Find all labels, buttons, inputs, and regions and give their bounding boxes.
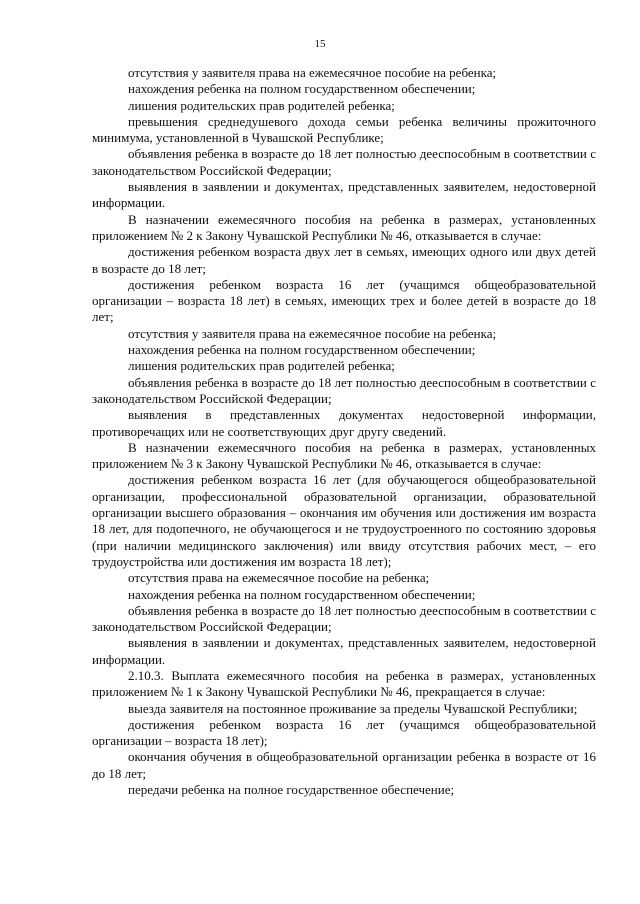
paragraph: объявления ребенка в возрасте до 18 лет полностью дееспособным в соответствии с законодательством Российской Федерации; xyxy=(92,146,596,178)
paragraph: нахождения ребенка на полном государственном обеспечении; xyxy=(128,342,476,358)
paragraph: отсутствия у заявителя права на ежемесячное пособие на ребенка; xyxy=(128,325,497,341)
paragraph: нахождения ребенка на полном государственном обеспечении; xyxy=(128,81,476,97)
paragraph: выявления в заявлении и документах, представленных заявителем, недостоверной информации. xyxy=(92,179,596,211)
paragraph: достижения ребенком возраста 16 лет (для обучающегося общеобразовательной организации, профессиональной образовательной организации, образовательной организации высшего образования – окончания им обучения или достижения им возраста 18 лет, для подопечного, не обучающегося и не трудоустроенного по состоянию здоровья (при наличии медицинского заключения) или ввиду отсутствия рабочих мест, – его трудоустройства или достижения им возраста 18 лет); xyxy=(92,472,596,569)
paragraph: отсутствия у заявителя права на ежемесячное пособие на ребенка; xyxy=(128,65,497,80)
paragraph: В назначении ежемесячного пособия на ребенка в размерах, установленных приложением № 2 к Закону Чувашской Республики № 46, отказывается в случае: xyxy=(92,211,596,243)
paragraph: передачи ребенка на полное государственное обеспечение; xyxy=(128,782,455,798)
paragraph: достижения ребенком возраста двух лет в семьях, имеющих одного или двух детей в возрасте до 18 лет; xyxy=(92,244,596,276)
paragraph: выезда заявителя на постоянное проживание за пределы Чувашской Республики; xyxy=(128,700,578,716)
paragraph: лишения родительских прав родителей ребенка; xyxy=(128,97,395,113)
paragraph: выявления в заявлении и документах, представленных заявителем, недостоверной информации. xyxy=(92,635,596,667)
paragraph: В назначении ежемесячного пособия на ребенка в размерах, установленных приложением № 3 к Закону Чувашской Республики № 46, отказывается в случае: xyxy=(92,439,596,472)
paragraph: отсутствия права на ежемесячное пособие на ребенка; xyxy=(128,570,430,586)
page-number: 15 xyxy=(314,38,326,50)
paragraph: достижения ребенком возраста 16 лет (учащимся общеобразовательной организации – возраста 18 лет); xyxy=(92,716,596,749)
paragraph: объявления ребенка в возрасте до 18 лет полностью дееспособным в соответствии с законодательством Российской Федерации; xyxy=(92,374,596,406)
paragraph: лишения родительских прав родителей ребенка; xyxy=(128,358,395,374)
paragraph: окончания обучения в общеобразовательной организации ребенка в возрасте от 16 до 18 лет; xyxy=(92,749,596,781)
document-body xyxy=(92,65,596,798)
paragraph: превышения среднедушевого дохода семьи ребенка величины прожиточного минимума, установленной в Чувашской Республике; xyxy=(92,113,596,146)
paragraph: нахождения ребенка на полном государственном обеспечении; xyxy=(128,586,476,602)
paragraph: выявления в представленных документах недостоверной информации, противоречащих или не соответствующих друг другу сведений. xyxy=(92,407,596,439)
paragraph: объявления ребенка в возрасте до 18 лет полностью дееспособным в соответствии с законодательством Российской Федерации; xyxy=(92,602,596,635)
paragraph: 2.10.3. Выплата ежемесячного пособия на ребенка в размерах, установленных приложением № 1 к Закону Чувашской Республики № 46, прекращается в случае: xyxy=(92,667,596,700)
paragraph: достижения ребенком возраста 16 лет (учащимся общеобразовательной организации – возраста 18 лет) в семьях, имеющих трех и более детей в возрасте до 18 лет; xyxy=(92,276,596,325)
